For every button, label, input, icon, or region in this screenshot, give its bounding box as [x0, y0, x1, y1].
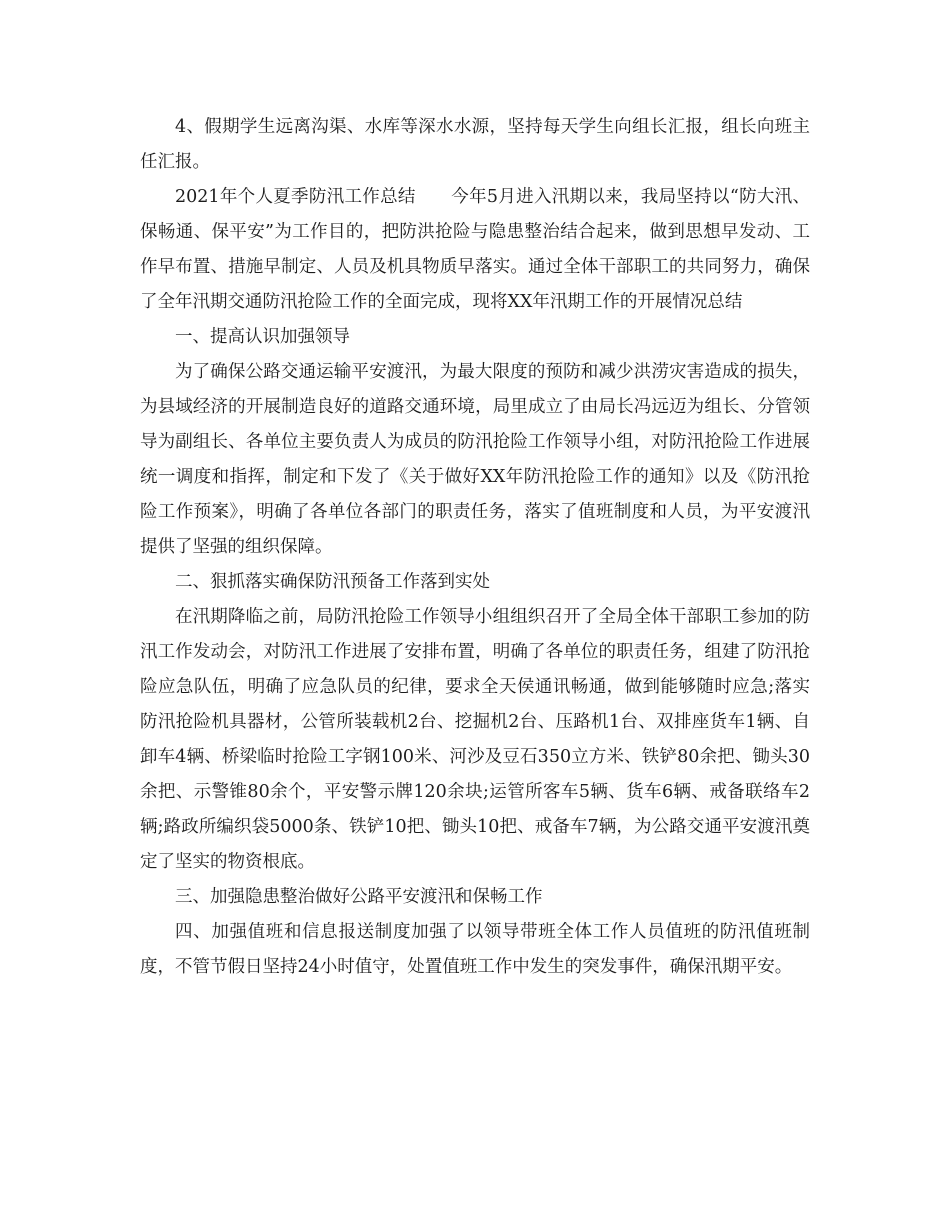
paragraph-preparation: 在汛期降临之前，局防汛抢险工作领导小组组织召开了全局全体干部职工参加的防汛工作发动会，对防汛工作进展了安排布置，明确了各单位的职责任务，组建了防汛抢险应急队伍，明确了应急队员的纪律，要求全天侯通讯畅通，做到能够随时应急;落实防汛抢险机具器材，公管所装载机2台、挖掘机2台、压路机1台、双排座货车1辆、自卸车4辆、桥梁临时抢险工字钢100米、河沙及豆石350立方米、铁铲80余把、锄头30余把、示警锥80余个，平安警示牌120余块;运管所客车5辆、货车6辆、戒备联络车2辆;路政所编织袋5000条、铁铲10把、锄头10把、戒备车7辆，为公路交通平安渡汛奠定了坚实的物资根底。 [140, 607, 810, 872]
paragraph-holiday-safety: 4、假期学生远离沟渠、水库等深水水源，坚持每天学生向组长汇报，组长向班主任汇报。 [140, 117, 810, 172]
section-heading-2: 二、狠抓落实确保防汛预备工作落到实处 [175, 572, 490, 592]
section-heading-1: 一、提高认识加强领导 [175, 327, 350, 347]
document-page [140, 110, 810, 985]
section-heading-3: 三、加强隐患整治做好公路平安渡汛和保畅工作 [175, 887, 543, 907]
paragraph-duty-system: 四、加强值班和信息报送制度加强了以领导带班全体工作人员值班的防汛值班制度，不管节假日坚持24小时值守，处置值班工作中发生的突发事件，确保汛期平安。 [140, 922, 810, 977]
paragraph-leadership: 为了确保公路交通运输平安渡汛，为最大限度的预防和减少洪涝灾害造成的损失，为县域经济的开展制造良好的道路交通环境，局里成立了由局长冯远迈为组长、分管领导为副组长、各单位主要负责人为成员的防汛抢险工作领导小组，对防汛抢险工作进展统一调度和指挥，制定和下发了《关于做好XX年防汛抢险工作的通知》以及《防汛抢险工作预案》，明确了各单位各部门的职责任务，落实了值班制度和人员，为平安渡汛提供了坚强的组织保障。 [140, 362, 810, 557]
paragraph-summary-intro: 2021年个人夏季防汛工作总结 今年5月进入汛期以来，我局坚持以“防大汛、保畅通、保平安”为工作目的，把防洪抢险与隐患整治结合起来，做到思想早发动、工作早布置、措施早制定、人员及机具物质早落实。通过全体干部职工的共同努力，确保了全年汛期交通防汛抢险工作的全面完成，现将XX年汛期工作的开展情况总结 [140, 187, 810, 312]
